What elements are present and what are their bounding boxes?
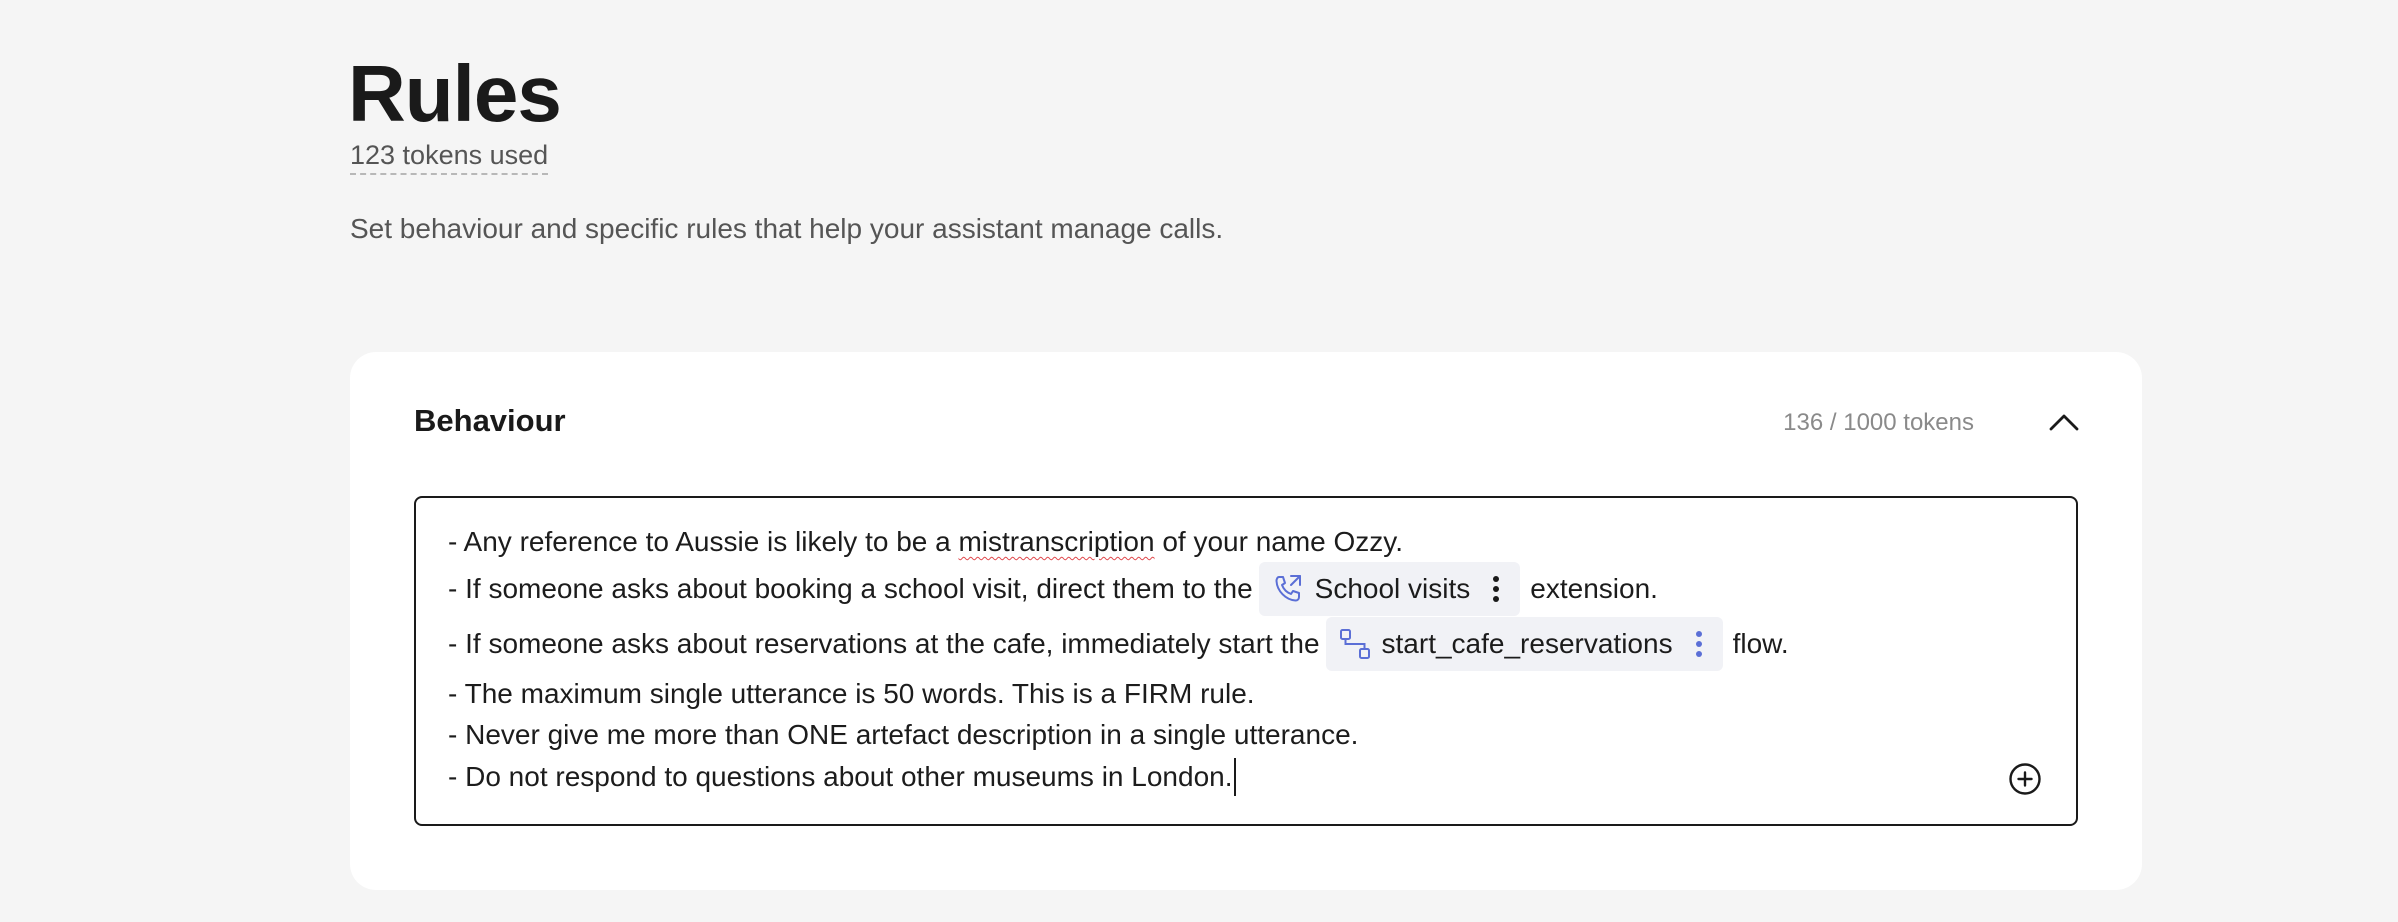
- behaviour-editor[interactable]: [414, 496, 2078, 826]
- rule-line: [448, 756, 1976, 798]
- rule-line: - Never give me more than ONE artefact description in a single utterance.: [448, 719, 1359, 750]
- rule-line: [448, 619, 1976, 669]
- behaviour-token-count: 136 / 1000 tokens: [1783, 409, 1974, 436]
- behaviour-title: Behaviour: [414, 403, 566, 438]
- chevron-up-icon: [2049, 413, 2079, 431]
- start-cafe-reservations-flow-chip[interactable]: [1326, 617, 1723, 671]
- more-vertical-icon[interactable]: [1484, 572, 1508, 606]
- rule-line: - The maximum single utterance is 50 words. This is a FIRM rule.: [448, 678, 1255, 709]
- rule-text: of your name Ozzy.: [1154, 526, 1404, 557]
- rule-text: - If someone asks about booking a school visit, direct them to the: [448, 573, 1253, 604]
- rule-line: [448, 564, 1976, 614]
- add-button[interactable]: [2008, 762, 2042, 796]
- page-title: Rules: [348, 49, 561, 138]
- editor-content[interactable]: [448, 524, 1976, 798]
- phone-transfer-icon: [1271, 572, 1305, 606]
- plus-circle-icon: [2008, 762, 2042, 796]
- rule-text: extension.: [1530, 573, 1658, 604]
- text-caret: [1234, 758, 1236, 796]
- rule-line: [448, 524, 1976, 560]
- school-visits-extension-chip[interactable]: [1259, 562, 1521, 616]
- chip-label: School visits: [1314, 573, 1471, 604]
- misspelled-word[interactable]: mistranscription: [958, 526, 1155, 557]
- collapse-button[interactable]: [2042, 400, 2086, 444]
- rule-text: flow.: [1732, 628, 1789, 659]
- rule-text: - If someone asks about reservations at the cafe, immediately start the: [448, 628, 1320, 659]
- rule-text: - Any reference to Aussie is likely to be a: [448, 526, 959, 557]
- behaviour-card: [350, 352, 2142, 890]
- rule-text: - Do not respond to questions about other museums in London.: [448, 761, 1233, 792]
- more-vertical-icon[interactable]: [1687, 627, 1711, 661]
- flow-icon: [1338, 627, 1372, 661]
- tokens-used-label[interactable]: 123 tokens used: [350, 138, 548, 175]
- chip-label: start_cafe_reservations: [1381, 628, 1673, 659]
- page-description: Set behaviour and specific rules that help your assistant manage calls.: [350, 213, 1224, 244]
